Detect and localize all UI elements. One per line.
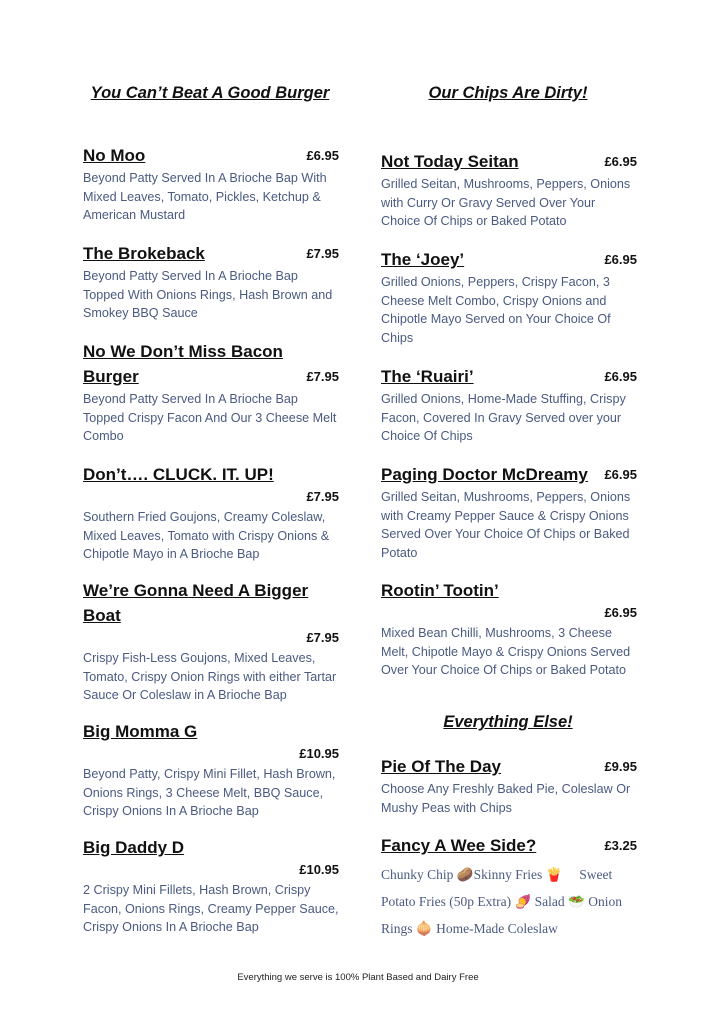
item-description: Grilled Onions, Home-Made Stuffing, Crispy Facon, Covered In Gravy Served over your Choice Of Chips: [381, 392, 626, 443]
menu-item: [83, 719, 339, 821]
heading-chips: Our Chips Are Dirty!: [428, 84, 588, 102]
item-description: Beyond Patty Served In A Brioche Bap Topped With Onions Rings, Hash Brown and Smokey BBQ Sauce: [83, 269, 333, 320]
item-description: Grilled Seitan, Mushrooms, Peppers, Onions with Creamy Pepper Sauce & Crispy Onions Served Over Your Choice Of Chips or Baked Potato: [381, 490, 631, 560]
menu-item: [381, 247, 637, 347]
item-price: £7.95: [306, 246, 339, 261]
item-price: £3.25: [604, 838, 637, 853]
side-item: Salad 🥗: [534, 894, 585, 909]
item-description: Grilled Seitan, Mushrooms, Peppers, Onions with Curry Or Gravy Served Over Your Choice Of Chips or Baked Potato: [381, 177, 631, 228]
item-description: Southern Fried Goujons, Creamy Coleslaw, Mixed Leaves, Tomato with Crispy Onions & Chipotle Mayo in A Brioche Bap: [83, 510, 330, 561]
item-title: The Brokeback: [83, 244, 205, 263]
item-price: £9.95: [604, 759, 637, 774]
menu-item: [381, 364, 637, 446]
item-title: Paging Doctor McDreamy: [381, 465, 588, 484]
item-price: £6.95: [604, 467, 637, 482]
menu-item: [381, 462, 637, 562]
menu-item: [83, 143, 339, 225]
item-title: We’re Gonna Need A Bigger Boat: [83, 581, 309, 625]
menu-item: [83, 339, 339, 446]
item-description: Crispy Fish-Less Goujons, Mixed Leaves, Tomato, Crispy Onion Rings with either Tartar Sauce Or Coleslaw in A Brioche Bap: [83, 651, 337, 702]
item-title: Not Today Seitan: [381, 152, 519, 171]
item-price: £7.95: [306, 369, 339, 384]
item-price: £7.95: [306, 489, 339, 504]
heading-everything-else: Everything Else!: [443, 713, 573, 731]
item-price: £6.95: [306, 148, 339, 163]
item-title: No We Don’t Miss Bacon Burger: [83, 342, 283, 386]
item-title: Don’t…. CLUCK. IT. UP!: [83, 465, 274, 484]
menu-item: [83, 462, 339, 564]
item-price: £7.95: [306, 630, 339, 645]
item-price: £6.95: [604, 369, 637, 384]
item-description: Choose Any Freshly Baked Pie, Coleslaw Or Mushy Peas with Chips: [381, 782, 631, 815]
item-title: Big Daddy D: [83, 838, 185, 857]
item-title: Pie Of The Day: [381, 757, 501, 776]
side-item: Sweet Potato Fries (50p Extra) 🍠: [381, 867, 613, 909]
item-description: Grilled Onions, Peppers, Crispy Facon, 3 Cheese Melt Combo, Crispy Onions and Chipotle Mayo Served on Your Choice Of Chips: [381, 275, 611, 345]
item-title: Big Momma G: [83, 722, 198, 741]
item-description: Beyond Patty Served In A Brioche Bap Topped Crispy Facon And Our 3 Cheese Melt Combo: [83, 392, 337, 443]
item-description: Beyond Patty Served In A Brioche Bap With Mixed Leaves, Tomato, Pickles, Ketchup & American Mustard: [83, 171, 327, 222]
item-price: £10.95: [299, 746, 339, 761]
item-price: £6.95: [604, 252, 637, 267]
menu-item: [83, 835, 339, 937]
menu-item: [83, 578, 339, 705]
side-item: Skinny Fries 🍟: [473, 867, 563, 882]
menu-item: [381, 754, 637, 817]
menu-item: [381, 149, 637, 231]
side-item: Home-Made Coleslaw: [436, 921, 558, 936]
menu-item: [381, 578, 637, 680]
heading-burgers: You Can’t Beat A Good Burger: [90, 84, 330, 102]
item-price: £6.95: [604, 154, 637, 169]
item-price: £10.95: [299, 862, 339, 877]
menu-item: [83, 241, 339, 323]
menu-item-sides: [381, 833, 637, 942]
item-title: No Moo: [83, 146, 146, 165]
sides-list: [381, 861, 637, 942]
item-description: 2 Crispy Mini Fillets, Hash Brown, Crispy Facon, Onions Rings, Creamy Pepper Sauce, Crispy Onions In A Brioche Bap: [83, 883, 339, 934]
footer-note: Everything we serve is 100% Plant Based and Dairy Free: [237, 972, 479, 983]
side-item: Chunky Chip 🥔: [381, 867, 474, 882]
side-item: Onion Rings 🧅: [381, 894, 622, 936]
item-title: Fancy A Wee Side?: [381, 836, 537, 855]
item-price: £6.95: [604, 605, 637, 620]
item-description: Mixed Bean Chilli, Mushrooms, 3 Cheese Melt, Chipotle Mayo & Crispy Onions Served Over Your Choice Of Chips or Baked Potato: [381, 626, 631, 677]
item-title: The ‘Joey’: [381, 250, 465, 269]
item-title: The ‘Ruairi’: [381, 367, 474, 386]
item-title: Rootin’ Tootin’: [381, 581, 499, 600]
item-description: Beyond Patty, Crispy Mini Fillet, Hash Brown, Onions Rings, 3 Cheese Melt, BBQ Sauce, Crispy Onions In A Brioche Bap: [83, 767, 336, 818]
